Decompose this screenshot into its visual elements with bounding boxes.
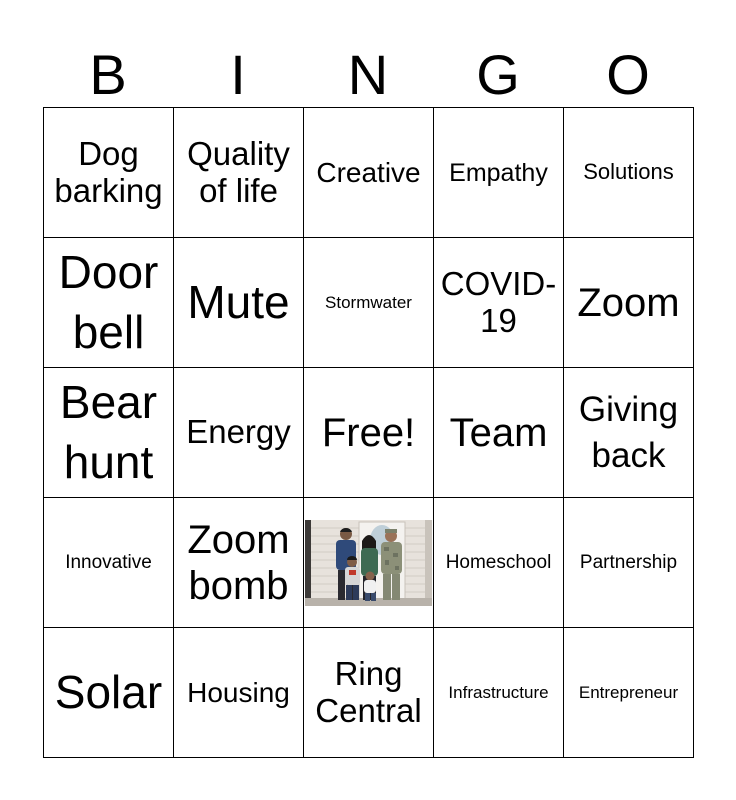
- free-space-label-cell[interactable]: [304, 368, 434, 498]
- bingo-cell[interactable]: [434, 238, 564, 368]
- cell-label: Door bell: [58, 245, 159, 358]
- bingo-cell[interactable]: [564, 368, 694, 498]
- bingo-board: [43, 107, 694, 758]
- cell-label: Ring Central: [315, 654, 422, 729]
- cell-label: Team: [449, 410, 548, 455]
- bingo-cell[interactable]: [44, 498, 174, 628]
- bingo-cell[interactable]: [174, 108, 304, 238]
- cell-label: Creative: [316, 156, 421, 188]
- cell-label: Solutions: [583, 159, 674, 185]
- header-letter-i: I: [230, 43, 246, 106]
- bingo-cell[interactable]: [564, 238, 694, 368]
- bingo-cell[interactable]: [44, 238, 174, 368]
- bingo-cell[interactable]: [174, 628, 304, 758]
- cell-label: Free!: [321, 410, 416, 455]
- bingo-cell[interactable]: [304, 238, 434, 368]
- cell-label: Dog barking: [54, 134, 163, 209]
- cell-label: Innovative: [65, 551, 152, 573]
- cell-label: Entrepreneur: [578, 682, 679, 702]
- cell-label: Partnership: [579, 551, 678, 573]
- cell-label: COVID-19: [440, 264, 557, 339]
- free-space-photo-cell[interactable]: [304, 498, 434, 628]
- cell-label: Energy: [186, 413, 291, 451]
- cell-label: Solar: [54, 665, 163, 718]
- header-letter-n: N: [347, 43, 389, 106]
- bingo-cell[interactable]: [44, 108, 174, 238]
- bingo-cell[interactable]: [304, 108, 434, 238]
- bingo-cell[interactable]: [304, 628, 434, 758]
- bingo-cell[interactable]: [174, 368, 304, 498]
- cell-label: Homeschool: [445, 551, 552, 573]
- bingo-cell[interactable]: [174, 238, 304, 368]
- bingo-cell[interactable]: [434, 108, 564, 238]
- cell-label: Empathy: [449, 158, 548, 187]
- cell-label: Housing: [187, 676, 290, 708]
- bingo-cell[interactable]: [434, 498, 564, 628]
- header-letter-o: O: [606, 43, 650, 106]
- bingo-cell[interactable]: [174, 498, 304, 628]
- bingo-header: [43, 44, 693, 106]
- bingo-cell[interactable]: [44, 628, 174, 758]
- family-photo: [305, 520, 432, 606]
- bingo-cell[interactable]: [564, 628, 694, 758]
- cell-label: Zoom bomb: [187, 517, 290, 608]
- cell-label: Zoom: [577, 280, 680, 325]
- cell-label: Stormwater: [325, 292, 412, 312]
- bingo-cell[interactable]: [434, 628, 564, 758]
- header-letter-b: B: [89, 43, 127, 106]
- header-letter-g: G: [476, 43, 520, 106]
- cell-label: Giving back: [578, 390, 679, 475]
- cell-label: Mute: [187, 275, 290, 328]
- bingo-cell[interactable]: [564, 108, 694, 238]
- cell-label: Bear hunt: [59, 375, 158, 488]
- bingo-cell[interactable]: [44, 368, 174, 498]
- bingo-cell[interactable]: [434, 368, 564, 498]
- cell-label: Infrastructure: [448, 682, 549, 702]
- cell-label: Quality of life: [187, 134, 290, 209]
- bingo-cell[interactable]: [564, 498, 694, 628]
